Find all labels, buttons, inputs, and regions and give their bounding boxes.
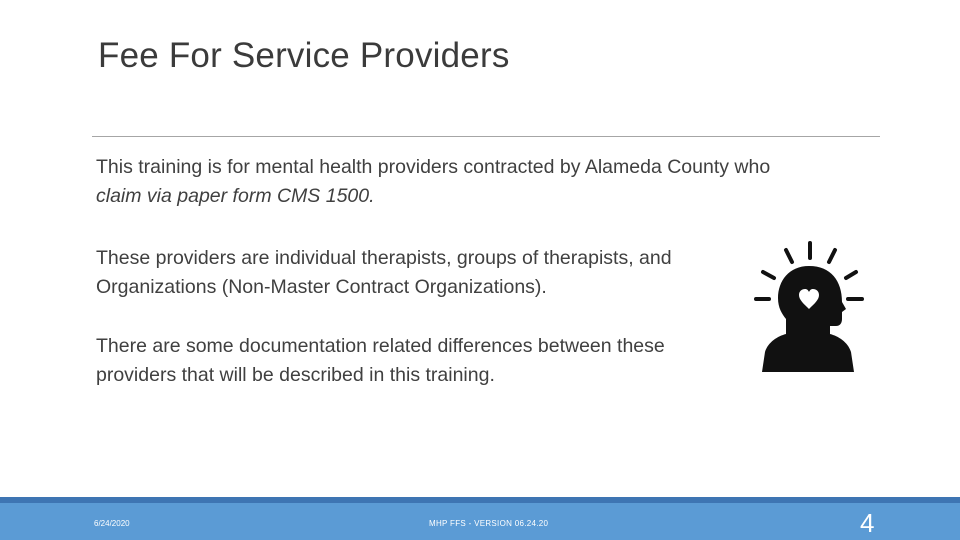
ray-icon-right [846,272,856,278]
page-number: 4 [860,508,875,538]
providers-paragraph: These providers are individual therapists, groups of therapists, and Organizations (Non-Master Contract Organizations). [96,247,672,298]
person-heart-idea-icon [752,240,864,374]
footer-date: 6/24/2020 [94,519,130,528]
slide-title: Fee For Service Providers [98,36,510,75]
ray-icon-left [763,272,774,278]
title-divider [92,136,880,137]
ray-icon-top-right [829,250,835,262]
intro-text-italic: claim via paper form CMS 1500. [96,185,375,207]
person-silhouette-icon [762,266,854,372]
differences-paragraph: There are some documentation related differences between these providers that will be described in this training. [96,335,665,386]
footer-band [0,497,960,503]
ray-icon-top-left [786,250,792,262]
footer-version: MHP FFS - VERSION 06.24.20 [429,519,549,528]
intro-text: This training is for mental health providers contracted by Alameda County who [96,156,771,178]
intro-paragraph [96,153,886,211]
